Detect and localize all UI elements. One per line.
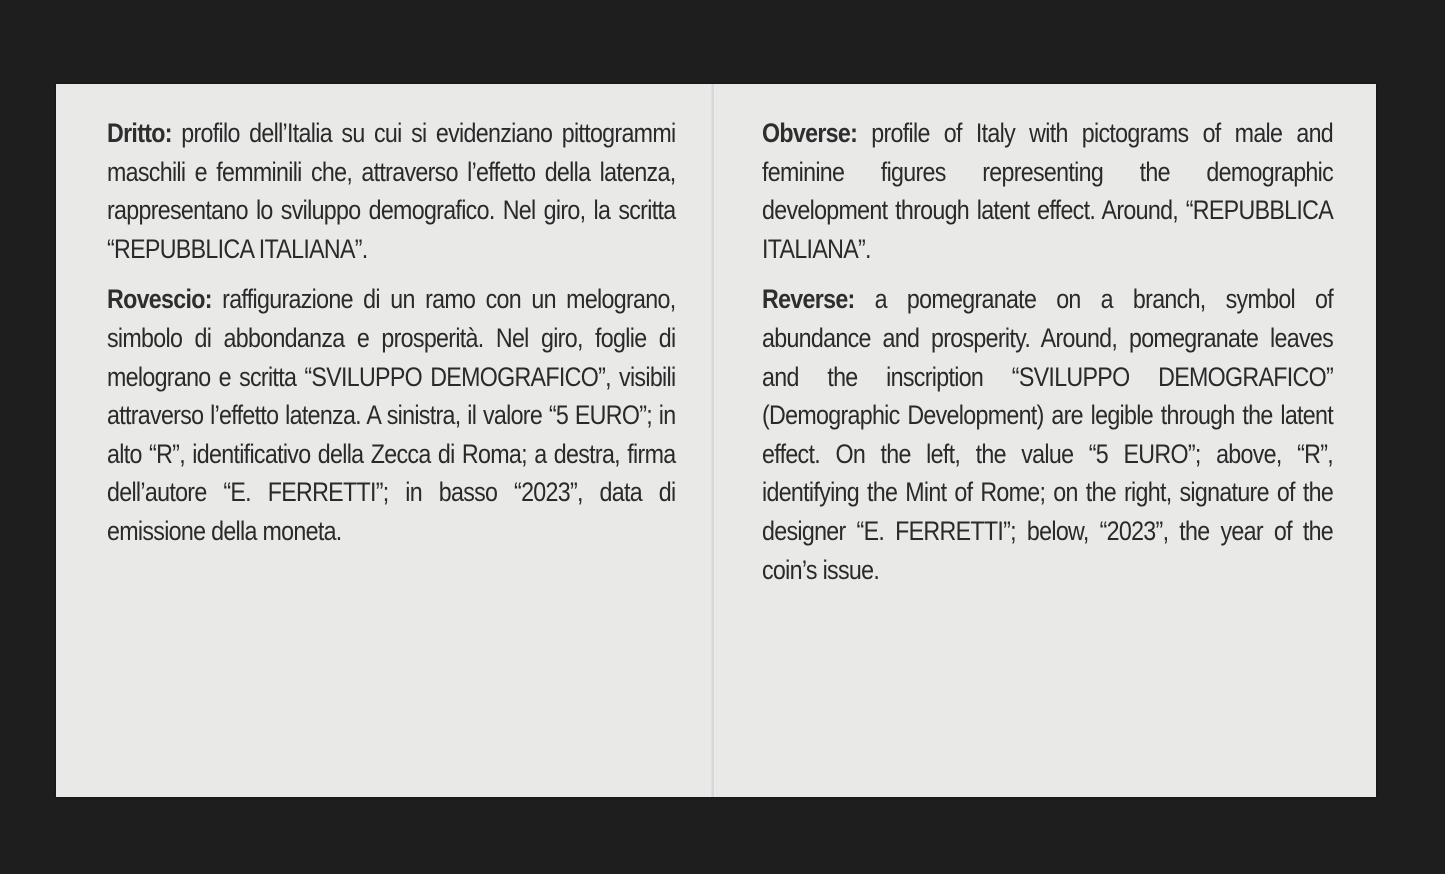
reverse-text-en: a pomegranate on a branch, symbol of abundance and prosperity. Around, pomegranate leaves and the inscription “SVILUPPO DEMOGRAFICO” (Demographic Development) are legible through the latent effect. On the left, the value “5 EURO”; above, “R”, identifying the Mint of Rome; on the right, signature of the designer “E. FERRETTI”; below, “2023”, the year of the coin’s issue. (762, 284, 1334, 585)
obverse-label-en: Obverse: (762, 118, 858, 148)
obverse-text-it: profilo dell’Italia su cui si evidenziano pittogrammi maschili e femminili che, attraverso l’effetto della latenza, rappresentano lo sviluppo demografico. Nel giro, la scritta “REPUBBLICA ITALIANA”. (107, 118, 676, 264)
obverse-text-en: profile of Italy with pictograms of male and feminine figures representing the demographic development through latent effect. Around, “REPUBBLICA ITALIANA”. (762, 118, 1334, 264)
reverse-label-it: Rovescio: (107, 284, 212, 315)
center-fold (711, 84, 717, 797)
reverse-text-it: raffigurazione di un ramo con un melograno, simbolo di abbondanza e prosperità. Nel giro, foglie di melograno e scritta “SVILUPPO DEMOGRAFICO”, visibili attraverso l’effetto latenza. A sinistra, il valore “5 EURO”; in alto “R”, identificativo della Zecca di Roma; a destra, firma dell’autore “E. FERRETTI”; in basso “2023”, data di emissione della moneta. (107, 284, 676, 546)
obverse-label-it: Dritto: (107, 118, 172, 148)
reverse-description-en (762, 280, 1333, 589)
right-page-english (762, 114, 1333, 601)
reverse-label-en: Reverse: (762, 284, 855, 315)
obverse-description-it (107, 114, 675, 268)
left-page-italian (107, 114, 675, 563)
obverse-description-en (762, 114, 1333, 268)
booklet-sheet (56, 84, 1376, 797)
reverse-description-it (107, 280, 675, 550)
